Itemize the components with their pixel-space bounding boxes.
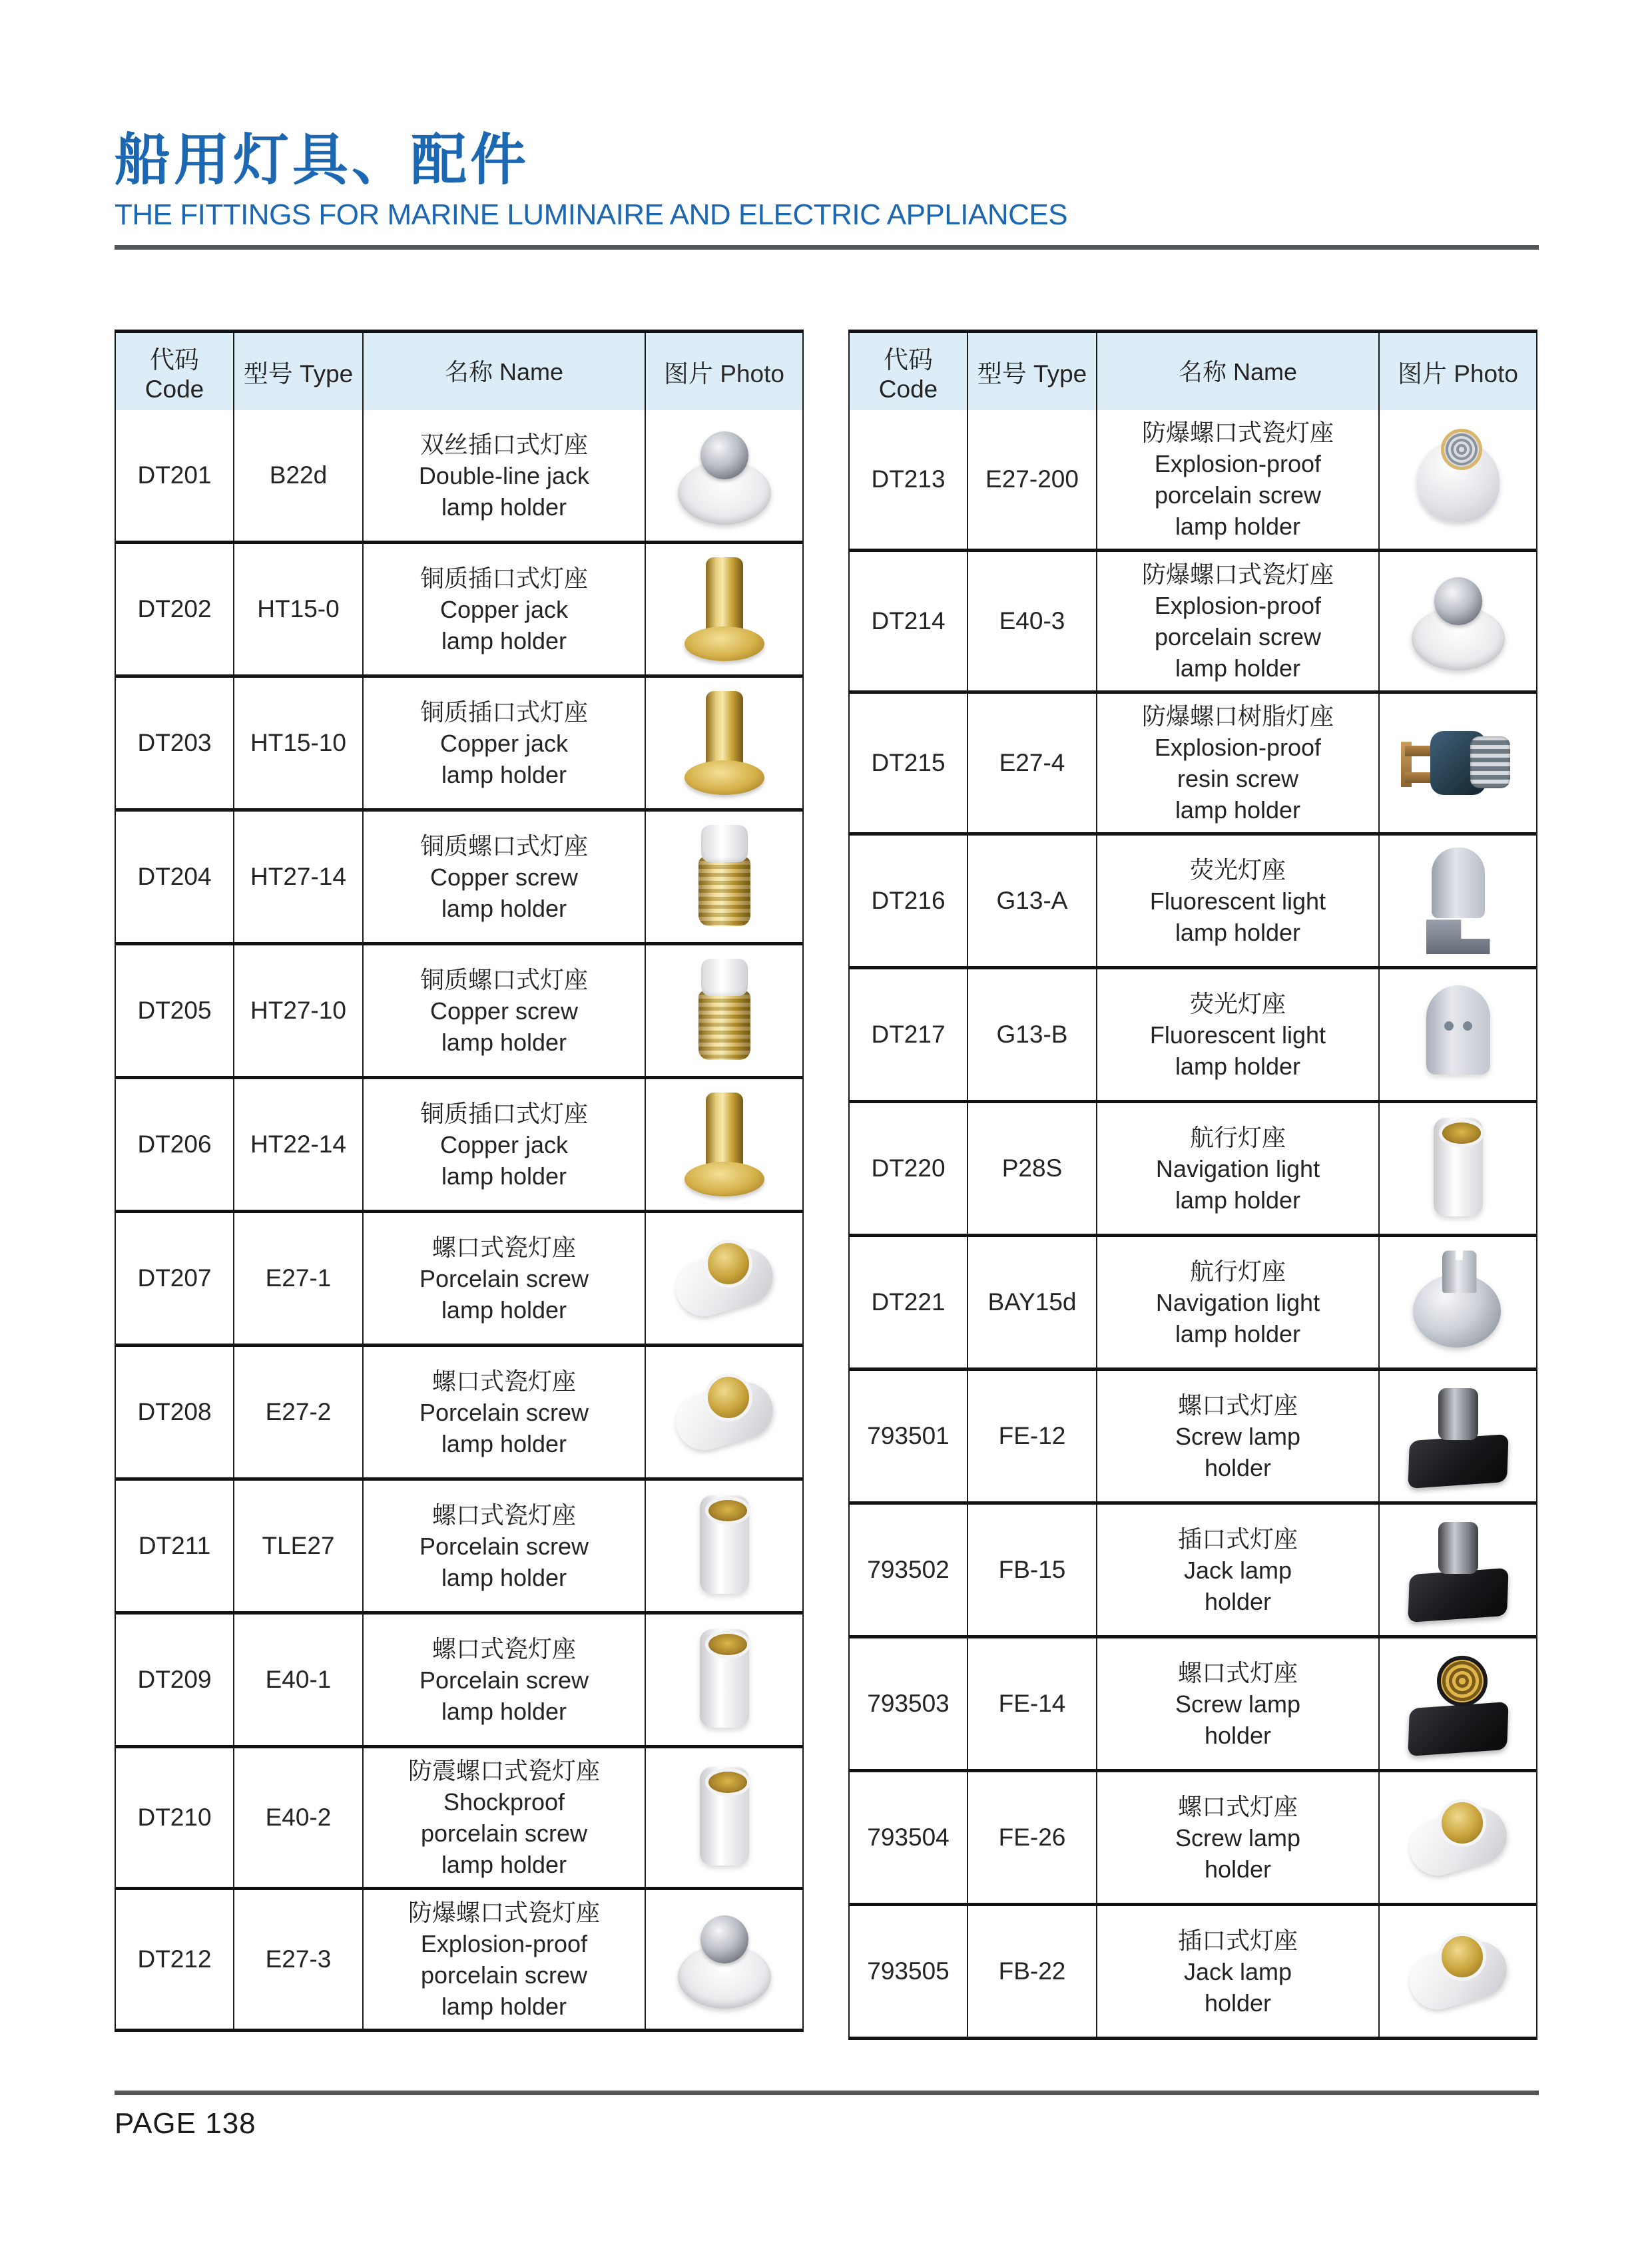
product-code: DT213 xyxy=(850,410,968,549)
product-photo-cell xyxy=(646,410,802,541)
product-row xyxy=(116,1477,802,1611)
product-type: B22d xyxy=(234,410,364,541)
product-name-en: Copper jack xyxy=(439,1130,569,1158)
product-photo-cell xyxy=(646,544,802,674)
product-type: HT15-10 xyxy=(234,678,364,808)
lamp-holder-photo xyxy=(666,952,783,1069)
product-name-zh: 插口式灯座 xyxy=(1177,1926,1298,1954)
product-name-zh: 航行灯座 xyxy=(1189,1123,1286,1151)
product-name-en: Copper jack xyxy=(439,729,569,757)
product-name-zh: 防爆螺口式瓷灯座 xyxy=(1141,419,1334,447)
lamp-holder-photo xyxy=(1400,1110,1517,1227)
product-row xyxy=(116,410,802,541)
product-name xyxy=(1097,1237,1380,1368)
product-code: DT207 xyxy=(116,1213,234,1344)
left-product-table xyxy=(115,330,804,2032)
column-header-type: 型号 Type xyxy=(234,333,364,410)
product-type: G13-B xyxy=(968,969,1097,1100)
product-name-zh: 螺口式瓷灯座 xyxy=(431,1634,576,1662)
product-name-en: Fluorescent light xyxy=(1149,887,1326,915)
lamp-holder-photo xyxy=(1400,976,1517,1093)
product-name xyxy=(364,1615,646,1745)
product-name-en: lamp holder xyxy=(441,1028,567,1056)
product-photo-cell xyxy=(646,1347,802,1477)
product-name-en: lamp holder xyxy=(441,626,567,654)
product-code: DT212 xyxy=(116,1890,234,2029)
page-title-zh: 船用灯具、配件 xyxy=(115,128,530,191)
product-name-en: Screw lamp xyxy=(1175,1824,1301,1852)
product-name xyxy=(1097,1371,1380,1501)
product-code: DT208 xyxy=(116,1347,234,1477)
lamp-holder-photo xyxy=(1400,1913,1517,2030)
product-row xyxy=(116,1611,802,1745)
column-header-code: 代码 Code xyxy=(850,333,968,410)
product-row xyxy=(116,541,802,674)
product-code: DT206 xyxy=(116,1079,234,1210)
product-name-en: holder xyxy=(1204,1855,1272,1883)
product-name-en: Porcelain screw xyxy=(419,1666,589,1694)
product-name-zh: 防震螺口式瓷灯座 xyxy=(408,1757,600,1785)
product-name-en: porcelain screw xyxy=(420,1961,588,1989)
product-type: HT27-14 xyxy=(234,812,364,942)
product-photo-cell xyxy=(1380,1638,1536,1769)
product-name-zh: 铜质螺口式灯座 xyxy=(419,832,588,860)
product-type: BAY15d xyxy=(968,1237,1097,1368)
product-type: TLE27 xyxy=(234,1481,364,1611)
product-name xyxy=(364,945,646,1076)
product-name-zh: 螺口式灯座 xyxy=(1177,1658,1298,1686)
footer-divider xyxy=(115,2091,1539,2095)
lamp-holder-photo xyxy=(1400,1779,1517,1896)
lamp-holder-photo xyxy=(666,818,783,935)
product-code: 793501 xyxy=(850,1371,968,1501)
product-row xyxy=(116,674,802,808)
product-photo-cell xyxy=(646,1481,802,1611)
product-row xyxy=(850,1903,1536,2037)
product-row xyxy=(850,690,1536,832)
product-name-en: lamp holder xyxy=(441,760,567,788)
product-code: DT203 xyxy=(116,678,234,808)
product-photo-cell xyxy=(646,1615,802,1745)
product-row xyxy=(850,549,1536,690)
column-header-name: 名称 Name xyxy=(364,333,646,410)
product-name-zh: 航行灯座 xyxy=(1189,1257,1286,1285)
product-type: P28S xyxy=(968,1103,1097,1234)
product-name-en: Explosion-proof xyxy=(1154,734,1322,762)
product-name-en: Explosion-proof xyxy=(1154,450,1322,478)
product-type: HT15-0 xyxy=(234,544,364,674)
product-type: E40-1 xyxy=(234,1615,364,1745)
product-name-en: lamp holder xyxy=(1175,796,1301,824)
page-title-en: THE FITTINGS FOR MARINE LUMINAIRE AND ELECTRIC APPLIANCES xyxy=(115,198,1068,232)
product-name xyxy=(364,678,646,808)
product-row xyxy=(850,966,1536,1100)
product-row xyxy=(850,832,1536,966)
product-photo-cell xyxy=(646,1213,802,1344)
lamp-holder-photo xyxy=(666,1901,783,2018)
product-photo-cell xyxy=(646,1890,802,2029)
lamp-holder-photo xyxy=(1400,1244,1517,1361)
product-type: FE-26 xyxy=(968,1772,1097,1903)
product-photo-cell xyxy=(1380,552,1536,690)
product-type: E40-3 xyxy=(968,552,1097,690)
product-name-en: Porcelain screw xyxy=(419,1398,589,1426)
product-name xyxy=(364,544,646,674)
product-row xyxy=(850,1234,1536,1368)
product-photo-cell xyxy=(1380,1906,1536,2037)
product-name-zh: 螺口式灯座 xyxy=(1177,1792,1298,1820)
product-name-en: Porcelain screw xyxy=(419,1264,589,1292)
product-code: DT220 xyxy=(850,1103,968,1234)
lamp-holder-photo xyxy=(666,1220,783,1337)
product-name-en: lamp holder xyxy=(441,1429,567,1457)
lamp-holder-photo xyxy=(1400,704,1517,822)
product-photo-cell xyxy=(646,812,802,942)
product-name-zh: 荧光灯座 xyxy=(1189,989,1286,1017)
product-code: DT205 xyxy=(116,945,234,1076)
product-name-zh: 防爆螺口树脂灯座 xyxy=(1141,702,1334,730)
product-type: E27-1 xyxy=(234,1213,364,1344)
product-name-en: lamp holder xyxy=(441,1296,567,1324)
product-name xyxy=(364,1213,646,1344)
product-name-en: Explosion-proof xyxy=(1154,592,1322,620)
lamp-holder-photo xyxy=(666,551,783,668)
product-type: G13-A xyxy=(968,836,1097,966)
product-code: DT202 xyxy=(116,544,234,674)
product-name xyxy=(364,1481,646,1611)
product-name-zh: 螺口式瓷灯座 xyxy=(431,1367,576,1395)
lamp-holder-photo xyxy=(666,684,783,802)
lamp-holder-photo xyxy=(1400,842,1517,959)
product-code: DT217 xyxy=(850,969,968,1100)
product-name-en: Jack lamp xyxy=(1183,1957,1292,1985)
product-name-zh: 螺口式灯座 xyxy=(1177,1391,1298,1419)
product-name-zh: 螺口式瓷灯座 xyxy=(431,1501,576,1529)
lamp-holder-photo xyxy=(666,1759,783,1876)
product-row xyxy=(116,942,802,1076)
product-name-en: lamp holder xyxy=(441,1697,567,1725)
product-name-en: lamp holder xyxy=(1175,654,1301,682)
lamp-holder-photo xyxy=(666,1487,783,1605)
product-name-en: Copper screw xyxy=(429,997,579,1025)
header-divider xyxy=(115,245,1539,250)
product-name-en: Navigation light xyxy=(1155,1154,1320,1182)
product-type: E27-2 xyxy=(234,1347,364,1477)
lamp-holder-photo xyxy=(1400,1511,1517,1628)
product-photo-cell xyxy=(646,1079,802,1210)
product-name-en: Double-line jack xyxy=(418,461,590,489)
product-name xyxy=(1097,694,1380,832)
product-name-en: lamp holder xyxy=(1175,918,1301,946)
product-type: HT22-14 xyxy=(234,1079,364,1210)
product-code: DT201 xyxy=(116,410,234,541)
product-name-en: Jack lamp xyxy=(1183,1556,1292,1584)
column-header-name: 名称 Name xyxy=(1097,333,1380,410)
product-name-zh: 防爆螺口式瓷灯座 xyxy=(408,1899,600,1927)
product-photo-cell xyxy=(1380,1103,1536,1234)
product-code: DT216 xyxy=(850,836,968,966)
product-name xyxy=(1097,552,1380,690)
product-name xyxy=(364,1890,646,2029)
product-name-en: Copper jack xyxy=(439,595,569,623)
lamp-holder-photo xyxy=(666,1354,783,1471)
product-name xyxy=(364,1347,646,1477)
column-header-photo: 图片 Photo xyxy=(664,360,784,388)
product-name-en: lamp holder xyxy=(1175,513,1301,541)
product-photo-cell xyxy=(1380,410,1536,549)
table-header-row xyxy=(850,333,1536,410)
product-row xyxy=(850,1635,1536,1769)
product-photo-cell xyxy=(1380,969,1536,1100)
product-code: DT221 xyxy=(850,1237,968,1368)
product-photo-cell xyxy=(646,1748,802,1887)
column-header-photo: 图片 Photo xyxy=(1398,360,1518,388)
product-name-en: lamp holder xyxy=(441,1993,567,2021)
product-photo-cell xyxy=(1380,1505,1536,1635)
product-photo-cell xyxy=(1380,1772,1536,1903)
product-row xyxy=(116,1887,802,2029)
product-name-en: lamp holder xyxy=(441,1162,567,1190)
product-name-zh: 双丝插口式灯座 xyxy=(419,430,588,458)
product-name xyxy=(1097,836,1380,966)
product-type: FB-22 xyxy=(968,1906,1097,2037)
product-row xyxy=(850,1100,1536,1234)
product-photo-cell xyxy=(646,678,802,808)
product-code: 793502 xyxy=(850,1505,968,1635)
product-name-en: Fluorescent light xyxy=(1149,1021,1326,1049)
product-row xyxy=(850,1368,1536,1501)
product-row xyxy=(116,1210,802,1344)
product-name-en: Porcelain screw xyxy=(419,1532,589,1560)
product-name-en: lamp holder xyxy=(1175,1320,1301,1348)
lamp-holder-photo xyxy=(666,1621,783,1738)
product-code: DT204 xyxy=(116,812,234,942)
product-row xyxy=(116,1344,802,1477)
product-row xyxy=(116,1076,802,1210)
product-photo-cell xyxy=(1380,836,1536,966)
product-tables xyxy=(115,330,1652,2040)
product-name-en: porcelain screw xyxy=(420,1820,588,1848)
product-type: E27-4 xyxy=(968,694,1097,832)
product-name-zh: 插口式灯座 xyxy=(1177,1525,1298,1553)
table-body xyxy=(116,410,802,2029)
right-product-table xyxy=(848,330,1537,2040)
product-row xyxy=(116,808,802,942)
product-code: DT209 xyxy=(116,1615,234,1745)
product-name xyxy=(1097,1505,1380,1635)
product-photo-cell xyxy=(1380,694,1536,832)
lamp-holder-photo xyxy=(1400,421,1517,538)
product-code: DT210 xyxy=(116,1748,234,1887)
product-name-en: holder xyxy=(1204,1989,1272,2017)
page-number: PAGE 138 xyxy=(115,2107,256,2140)
product-name xyxy=(364,1748,646,1887)
product-name-en: holder xyxy=(1204,1721,1272,1749)
product-name-en: lamp holder xyxy=(441,1851,567,1879)
product-name xyxy=(1097,1103,1380,1234)
product-name xyxy=(364,410,646,541)
product-name xyxy=(364,812,646,942)
page-footer xyxy=(115,2091,1539,2140)
product-name xyxy=(1097,1772,1380,1903)
product-code: 793504 xyxy=(850,1772,968,1903)
product-name-zh: 铜质插口式灯座 xyxy=(419,698,588,726)
product-type: HT27-10 xyxy=(234,945,364,1076)
column-header-type: 型号 Type xyxy=(968,333,1097,410)
product-code: 793505 xyxy=(850,1906,968,2037)
product-name xyxy=(1097,969,1380,1100)
product-name xyxy=(1097,1906,1380,2037)
page-header xyxy=(0,0,1652,250)
product-photo-cell xyxy=(646,945,802,1076)
product-row xyxy=(116,1745,802,1887)
table-body xyxy=(850,410,1536,2037)
lamp-holder-photo xyxy=(666,1086,783,1203)
product-name-zh: 铜质插口式灯座 xyxy=(419,564,588,592)
product-name-zh: 螺口式瓷灯座 xyxy=(431,1233,576,1261)
product-name-en: resin screw xyxy=(1177,765,1299,793)
product-type: FE-12 xyxy=(968,1371,1097,1501)
product-name-zh: 防爆螺口式瓷灯座 xyxy=(1141,561,1334,589)
product-name-en: lamp holder xyxy=(441,1563,567,1591)
product-name-en: lamp holder xyxy=(441,894,567,922)
product-name-en: Shockproof xyxy=(443,1788,565,1816)
product-type: FE-14 xyxy=(968,1638,1097,1769)
product-type: E27-3 xyxy=(234,1890,364,2029)
product-name-en: porcelain screw xyxy=(1154,481,1322,509)
product-name xyxy=(364,1079,646,1210)
product-type: FB-15 xyxy=(968,1505,1097,1635)
product-row xyxy=(850,1769,1536,1903)
product-name-en: Explosion-proof xyxy=(420,1930,588,1958)
product-name xyxy=(1097,1638,1380,1769)
lamp-holder-photo xyxy=(1400,563,1517,680)
product-name-en: holder xyxy=(1204,1453,1272,1481)
lamp-holder-photo xyxy=(666,417,783,534)
product-type: E40-2 xyxy=(234,1748,364,1887)
product-name-en: Navigation light xyxy=(1155,1288,1320,1316)
product-name-en: lamp holder xyxy=(1175,1052,1301,1080)
product-name-en: lamp holder xyxy=(1175,1186,1301,1214)
product-code: DT214 xyxy=(850,552,968,690)
product-name-en: holder xyxy=(1204,1587,1272,1615)
product-name-zh: 荧光灯座 xyxy=(1189,856,1286,883)
product-name-en: lamp holder xyxy=(441,493,567,521)
product-row xyxy=(850,410,1536,549)
product-name xyxy=(1097,410,1380,549)
product-name-en: Screw lamp xyxy=(1175,1422,1301,1450)
product-name-en: Screw lamp xyxy=(1175,1690,1301,1718)
product-code: 793503 xyxy=(850,1638,968,1769)
product-row xyxy=(850,1501,1536,1635)
product-photo-cell xyxy=(1380,1237,1536,1368)
lamp-holder-photo xyxy=(1400,1377,1517,1495)
product-photo-cell xyxy=(1380,1371,1536,1501)
product-name-zh: 铜质螺口式灯座 xyxy=(419,965,588,993)
table-header-row xyxy=(116,333,802,410)
product-code: DT215 xyxy=(850,694,968,832)
lamp-holder-photo xyxy=(1400,1645,1517,1762)
product-name-zh: 铜质插口式灯座 xyxy=(419,1099,588,1127)
product-name-en: Copper screw xyxy=(429,863,579,891)
product-type: E27-200 xyxy=(968,410,1097,549)
product-code: DT211 xyxy=(116,1481,234,1611)
column-header-code: 代码 Code xyxy=(116,333,234,410)
product-name-en: porcelain screw xyxy=(1154,623,1322,651)
